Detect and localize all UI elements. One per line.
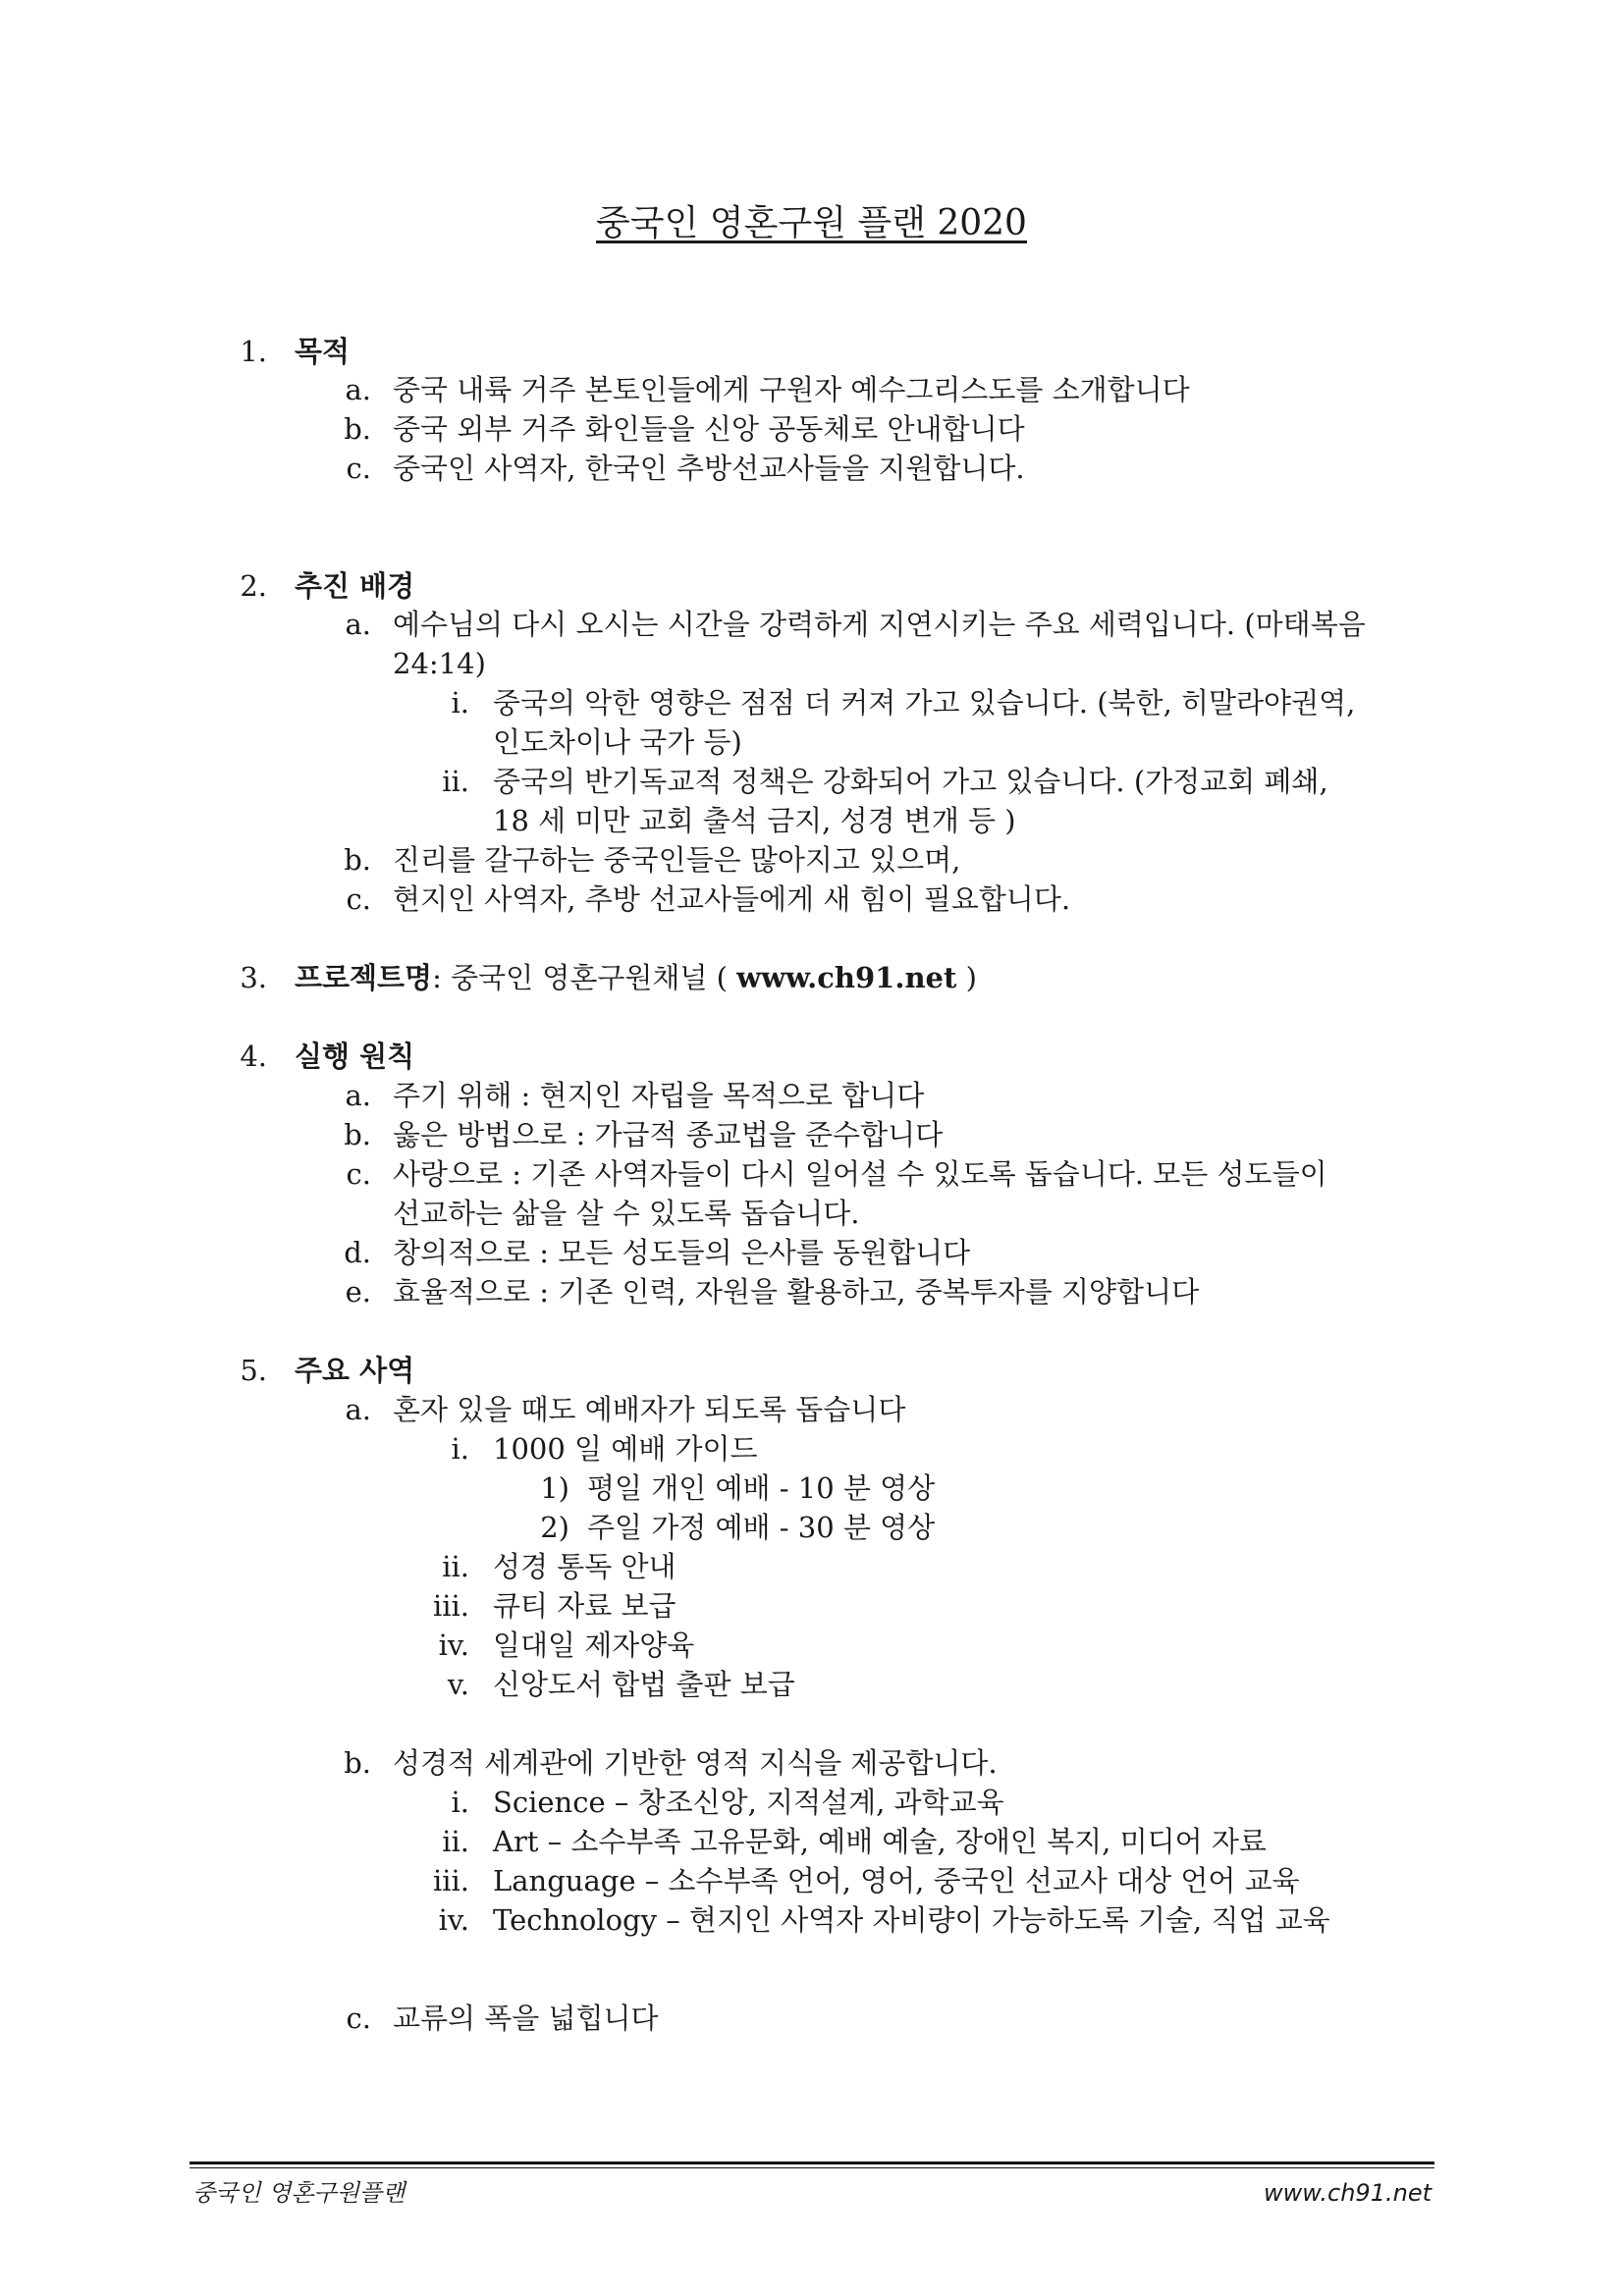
list-marker: ii. bbox=[442, 765, 469, 798]
section-1-number: 1. bbox=[240, 335, 267, 368]
list-item: 평일 개인 예배 - 10 분 영상 bbox=[587, 1471, 936, 1505]
list-item: 현지인 사역자, 추방 선교사들에게 새 힘이 필요합니다. bbox=[393, 882, 1071, 916]
list-item: 사랑으로 : 기존 사역자들이 다시 일어설 수 있도록 돕습니다. 모든 성도들이 bbox=[393, 1157, 1327, 1191]
page-title: 중국인 영혼구원 플랜 2020 bbox=[596, 203, 1027, 243]
list-marker: b. bbox=[344, 843, 371, 877]
list-item: 성경 통독 안내 bbox=[493, 1550, 676, 1583]
section-1-heading: 목적 bbox=[295, 335, 351, 368]
footer-url: www.ch91.net bbox=[1264, 2179, 1432, 2207]
section-3-heading: 프로젝트명 bbox=[295, 961, 433, 994]
list-item: Science – 창조신앙, 지적설계, 과학교육 bbox=[493, 1786, 1004, 1819]
list-marker: c. bbox=[346, 2002, 371, 2035]
section-4-number: 4. bbox=[240, 1040, 267, 1073]
footer-divider bbox=[189, 2162, 1434, 2164]
list-item: Language – 소수부족 언어, 영어, 중국인 선교사 대상 언어 교육 bbox=[493, 1864, 1300, 1897]
list-marker: ii. bbox=[442, 1550, 469, 1583]
list-marker: d. bbox=[344, 1236, 371, 1269]
section-3-line bbox=[295, 958, 977, 997]
list-marker: iv. bbox=[438, 1629, 469, 1662]
list-item: 교류의 폭을 넓힙니다 bbox=[393, 2002, 659, 2035]
footer-divider-thin bbox=[189, 2167, 1434, 2168]
section-4-heading: 실행 원칙 bbox=[295, 1040, 415, 1073]
section-5-number: 5. bbox=[240, 1354, 267, 1387]
list-marker: b. bbox=[344, 1118, 371, 1151]
list-marker: iii. bbox=[432, 1864, 469, 1897]
list-item: 효율적으로 : 기존 인력, 자원을 활용하고, 중복투자를 지양합니다 bbox=[393, 1275, 1200, 1308]
list-marker: i. bbox=[451, 686, 469, 720]
list-item: 주기 위해 : 현지인 자립을 목적으로 합니다 bbox=[393, 1079, 925, 1112]
list-item: 예수님의 다시 오시는 시간을 강력하게 지연시키는 주요 세력입니다. (마태복음 bbox=[393, 608, 1366, 641]
list-marker: a. bbox=[345, 608, 371, 641]
list-marker: c. bbox=[346, 452, 371, 485]
list-marker: b. bbox=[344, 412, 371, 446]
list-item-continuation: 24:14) bbox=[393, 647, 486, 680]
list-item: Technology – 현지인 사역자 자비량이 가능하도록 기술, 직업 교육 bbox=[493, 1903, 1330, 1937]
list-marker: a. bbox=[345, 373, 371, 406]
project-close: ) bbox=[956, 961, 977, 994]
list-marker: c. bbox=[346, 1157, 371, 1191]
list-marker: c. bbox=[346, 882, 371, 916]
list-item: 진리를 갈구하는 중국인들은 많아지고 있으며, bbox=[393, 843, 961, 877]
list-item: 창의적으로 : 모든 성도들의 은사를 동원합니다 bbox=[393, 1236, 971, 1269]
list-marker: 2) bbox=[540, 1511, 569, 1544]
list-item: 주일 가정 예배 - 30 분 영상 bbox=[587, 1511, 936, 1544]
list-item: 성경적 세계관에 기반한 영적 지식을 제공합니다. bbox=[393, 1746, 998, 1780]
list-item-continuation: 선교하는 삶을 살 수 있도록 돕습니다. bbox=[393, 1197, 860, 1230]
list-item-continuation: 인도차이나 국가 등) bbox=[493, 725, 742, 759]
list-item: 혼자 있을 때도 예배자가 되도록 돕습니다 bbox=[393, 1393, 906, 1426]
list-marker: ii. bbox=[442, 1825, 469, 1858]
list-marker: a. bbox=[345, 1393, 371, 1426]
list-item: 옳은 방법으로 : 가급적 종교법을 준수합니다 bbox=[393, 1118, 944, 1151]
list-marker: i. bbox=[451, 1432, 469, 1466]
footer-left-text: 중국인 영혼구원플랜 bbox=[192, 2179, 406, 2207]
list-item: 중국의 반기독교적 정책은 강화되어 가고 있습니다. (가정교회 폐쇄, bbox=[493, 765, 1328, 798]
list-marker: a. bbox=[345, 1079, 371, 1112]
list-marker: v. bbox=[447, 1668, 469, 1701]
section-5-heading: 주요 사역 bbox=[295, 1354, 415, 1387]
section-2-heading: 추진 배경 bbox=[295, 569, 415, 603]
project-url: www.ch91.net bbox=[736, 961, 957, 994]
list-marker: b. bbox=[344, 1746, 371, 1780]
list-marker: 1) bbox=[540, 1471, 569, 1505]
list-marker: i. bbox=[451, 1786, 469, 1819]
list-item: 중국 외부 거주 화인들을 신앙 공동체로 안내합니다 bbox=[393, 412, 1025, 446]
list-item-continuation: 18 세 미만 교회 출석 금지, 성경 변개 등 ) bbox=[493, 804, 1016, 837]
list-item: 중국 내륙 거주 본토인들에게 구원자 예수그리스도를 소개합니다 bbox=[393, 373, 1190, 406]
list-item: Art – 소수부족 고유문화, 예배 예술, 장애인 복지, 미디어 자료 bbox=[493, 1825, 1267, 1858]
list-marker: iv. bbox=[438, 1903, 469, 1937]
section-3-number: 3. bbox=[240, 961, 267, 994]
list-marker: e. bbox=[345, 1275, 371, 1308]
list-item: 1000 일 예배 가이드 bbox=[493, 1432, 758, 1466]
list-item: 중국의 악한 영향은 점점 더 커져 가고 있습니다. (북한, 히말라야권역, bbox=[493, 686, 1356, 720]
list-item: 일대일 제자양육 bbox=[493, 1629, 695, 1662]
list-item: 신앙도서 합법 출판 보급 bbox=[493, 1668, 795, 1701]
list-item: 큐티 자료 보급 bbox=[493, 1589, 676, 1623]
section-2-number: 2. bbox=[240, 569, 267, 603]
project-name: : 중국인 영혼구원채널 ( bbox=[432, 961, 737, 994]
list-marker: iii. bbox=[432, 1589, 469, 1623]
list-item: 중국인 사역자, 한국인 추방선교사들을 지원합니다. bbox=[393, 452, 1025, 485]
